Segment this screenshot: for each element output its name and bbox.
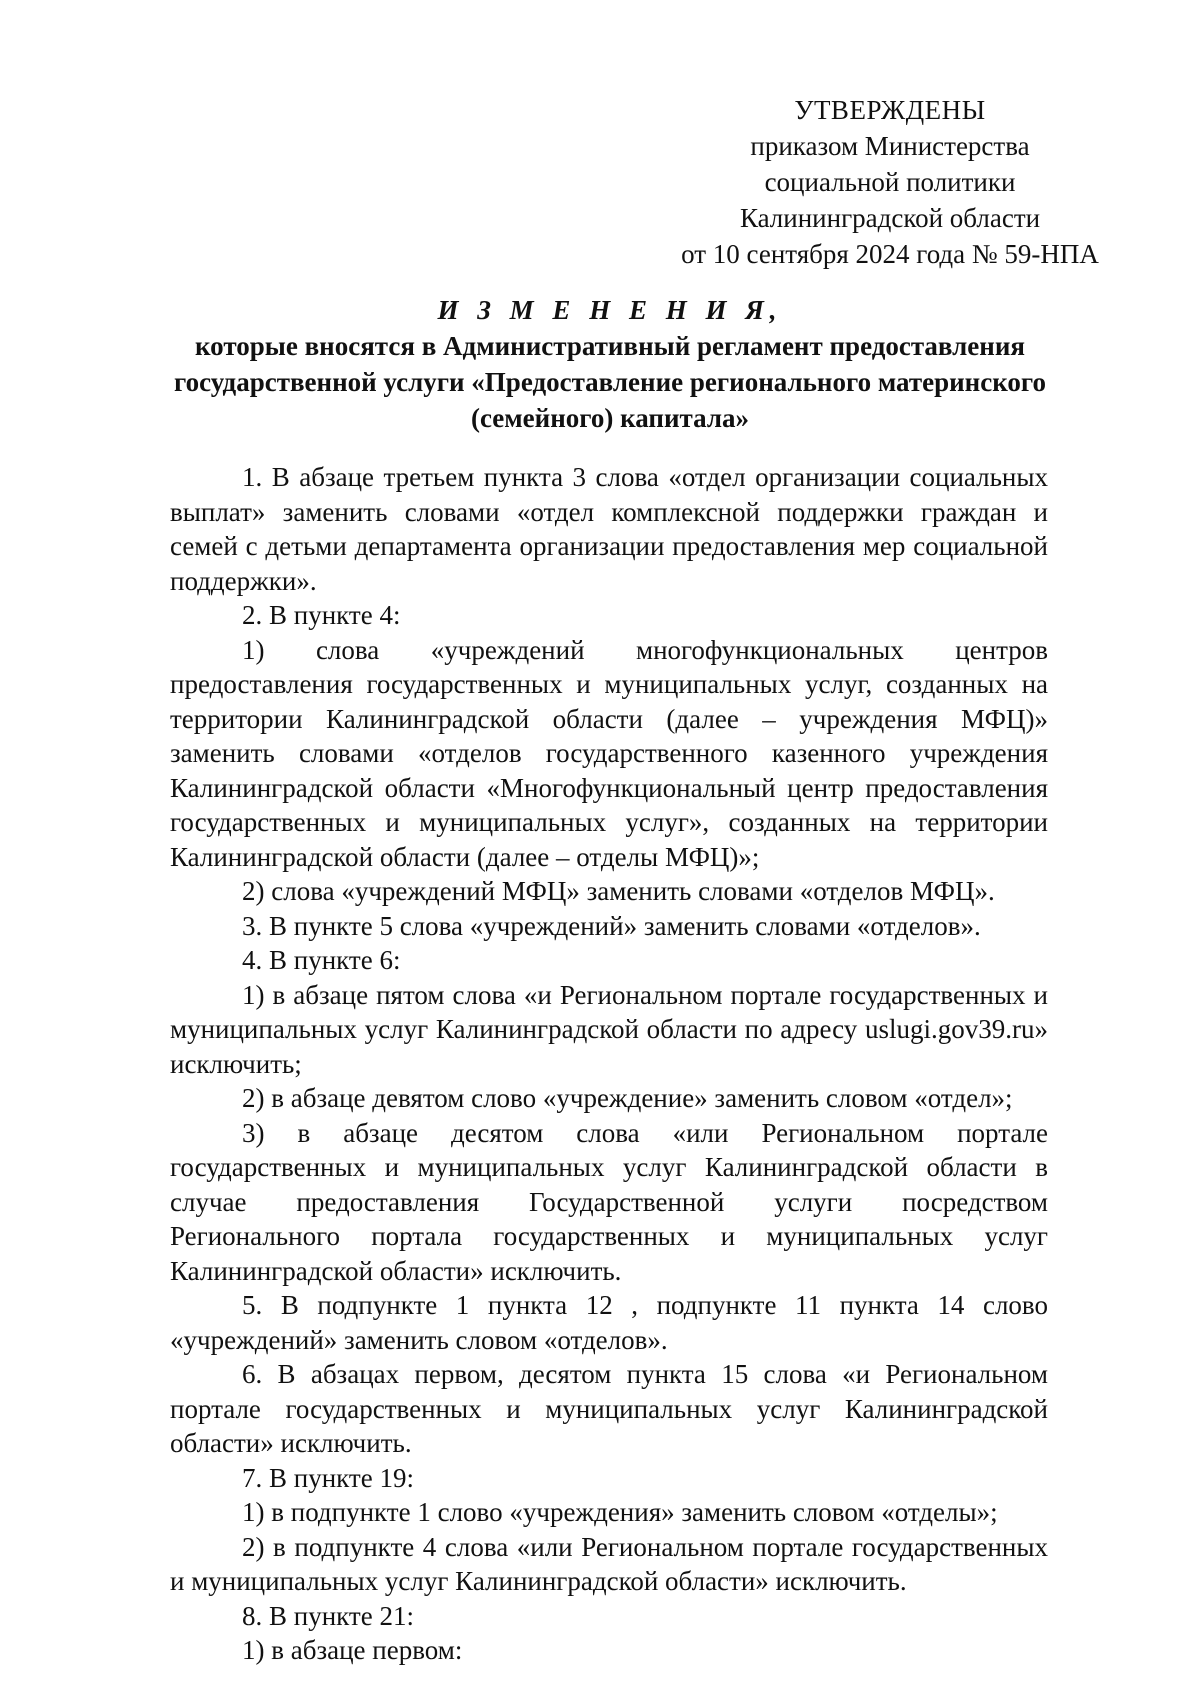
paragraph: 1) слова «учреждений многофункциональных центров предоставления государственных и муниципальных услуг, созданных на территории Калининградской области (далее – учреждения МФЦ)» заменить словами «отделов государственного казенного учреждения Калининградской области «Многофункциональный центр предоставления государственных и муниципальных услуг», созданных на территории Калининградской области (далее – отделы МФЦ)»;	[170, 634, 1048, 872]
heading-line: которые вносятся в Административный регламент предоставления	[194, 331, 1026, 361]
paragraph: 3. В пункте 5 слова «учреждений» заменить словами «отделов».	[242, 910, 981, 941]
paragraph: 2) в подпункте 4 слова «или Региональном портале государственных и муниципальных услуг Калининградской области» исключить.	[170, 1531, 1048, 1596]
document-heading	[160, 292, 1060, 436]
paragraph: 2) слова «учреждений МФЦ» заменить словами «отделов МФЦ».	[242, 876, 995, 906]
paragraph: 2) в абзаце девятом слово «учреждение» заменить словом «отдел»;	[242, 1083, 1013, 1113]
paragraph: 1) в подпункте 1 слово «учреждения» заменить словом «отделы»;	[242, 1497, 998, 1527]
paragraph: 5. В подпункте 1 пункта 12 , подпункте 11 пункта 14 слово «учреждений» заменить словом «отделов».	[170, 1290, 1048, 1355]
approval-line: социальной политики	[764, 167, 1016, 197]
document-body	[170, 460, 1048, 1668]
paragraph: 1. В абзаце третьем пункта 3 слова «отдел организации социальных выплат» заменить словами «отдел комплексной поддержки граждан и семей с детьми департамента организации предоставления мер социальной поддержки».	[170, 462, 1048, 596]
paragraph: 7. В пункте 19:	[242, 1462, 414, 1493]
paragraph: 2. В пункте 4:	[242, 600, 401, 630]
approval-stamp	[660, 92, 1120, 272]
approval-line: приказом Министерства	[750, 131, 1030, 161]
paragraph: 8. В пункте 21:	[242, 1600, 414, 1631]
heading-title: И З М Е Н Е Н И Я,	[437, 295, 783, 325]
approval-line: Калининградской области	[739, 203, 1041, 233]
paragraph: 4. В пункте 6:	[242, 945, 401, 975]
approval-title: УТВЕРЖДЕНЫ	[794, 95, 986, 125]
heading-line: государственной услуги «Предоставление регионального материнского	[174, 367, 1046, 397]
paragraph: 3) в абзаце десятом слова «или Региональном портале государственных и муниципальных услуг Калининградской области в случае предоставления Государственной услуги посредством Регионального портала государственных и муниципальных услуг Калининградской области» исключить.	[170, 1117, 1048, 1286]
heading-line: (семейного) капитала»	[471, 403, 749, 433]
paragraph: 1) в абзаце первом:	[242, 1635, 463, 1665]
paragraph: 1) в абзаце пятом слова «и Региональном портале государственных и муниципальных услуг Калининградской области по адресу uslugi.gov39.ru» исключить;	[170, 979, 1048, 1079]
paragraph: 6. В абзацах первом, десятом пункта 15 слова «и Региональном портале государственных и муниципальных услуг Калининградской области» исключить.	[170, 1359, 1048, 1458]
approval-line: от 10 сентября 2024 года № 59-НПА	[681, 239, 1099, 269]
